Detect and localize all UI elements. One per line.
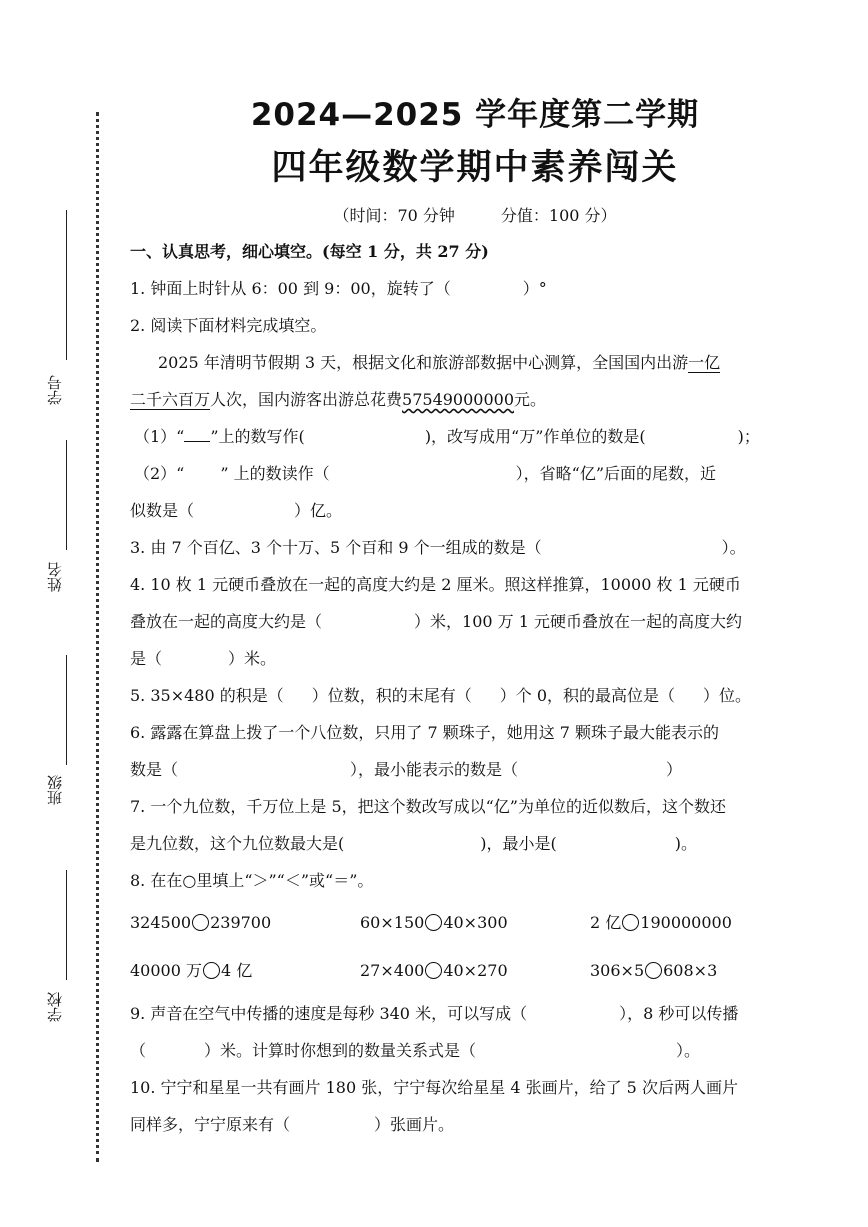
comparison-left: 27×400 [360, 961, 425, 980]
question-1 [130, 270, 820, 307]
sub2-text: ” 上的数读作（ [220, 464, 330, 483]
school-line[interactable] [66, 870, 67, 980]
student-id-field[interactable] [40, 210, 80, 440]
q5-text: ）位。 [703, 686, 752, 705]
wavy-underline-marker [184, 455, 220, 492]
question-4-line-3 [130, 640, 820, 677]
q6-text: ），最小能表示的数是（ [350, 760, 519, 779]
q4-text: 是（ [130, 649, 163, 668]
question-7-line-2 [130, 825, 820, 862]
question-2-sub-2 [130, 455, 820, 492]
question-10-line-2 [130, 1106, 820, 1143]
q4-text: ）米，100 万 1 元硬币叠放在一起的高度大约 [414, 612, 742, 631]
question-4-line-2 [130, 603, 820, 640]
school-field[interactable] [40, 870, 80, 1040]
q1-text: 1. 钟面上时针从 6：00 到 9：00，旋转了（ [130, 279, 451, 298]
q6-text: ） [666, 760, 683, 779]
question-2-intro: 2. 阅读下面材料完成填空。 [130, 316, 327, 335]
time-limit: （时间：70 分钟 [333, 206, 455, 225]
exam-content [130, 95, 820, 1143]
question-2-passage-1 [130, 344, 820, 381]
comparison-circle-blank[interactable] [622, 914, 639, 931]
name-label: 姓名 [46, 562, 64, 592]
comparison-row [130, 899, 820, 947]
binding-margin [0, 0, 100, 1227]
passage-text: 元。 [514, 390, 547, 409]
school-label: 学校 [46, 992, 64, 1022]
comparison-right: 40×270 [443, 961, 508, 980]
q5-text: ）位数，积的末尾有（ [311, 686, 472, 705]
q9-text: ），8 秒可以传播 [619, 1004, 739, 1023]
comparison-right: 239700 [210, 913, 272, 932]
sub2-text: ）亿。 [294, 501, 343, 520]
comparison-item [590, 947, 820, 995]
comparison-right: 40×300 [443, 913, 508, 932]
passage-text: 人次，国内游客出游总花费 [210, 390, 403, 409]
name-line[interactable] [66, 440, 67, 550]
cut-line [96, 112, 99, 1162]
q10-text: ）张画片。 [374, 1115, 455, 1134]
exam-subtitle: 四年级数学期中素养闯关 [271, 148, 679, 188]
sub2-text: （2）“ [134, 464, 185, 483]
student-id-line[interactable] [66, 210, 67, 360]
section-1-heading: 一、认真思考，细心填空。(每空 1 分，共 27 分) [130, 242, 489, 261]
q9-text: ）。 [676, 1041, 701, 1060]
question-3 [130, 529, 820, 566]
sub1-text: )，改写成用“万”作单位的数是( [424, 427, 646, 446]
comparison-right: 4 亿 [221, 961, 253, 980]
q4-text: 叠放在一起的高度大约是（ [130, 612, 323, 631]
sub2-text: ），省略“亿”后面的尾数，近 [515, 464, 717, 483]
q4-text: ）米。 [228, 649, 277, 668]
comparison-circle-blank[interactable] [203, 962, 220, 979]
exam-title: 2024—2025 学年度第二学期 [250, 97, 700, 133]
q9-text: 9. 声音在空气中传播的速度是每秒 340 米，可以写成（ [130, 1004, 528, 1023]
comparison-left: 60×150 [360, 913, 425, 932]
comparison-item [360, 899, 590, 947]
underlined-number: 一亿 [688, 353, 721, 372]
q9-text: （ [130, 1041, 147, 1060]
question-6-line-2 [130, 751, 820, 788]
total-score: 分值：100 分） [500, 206, 617, 225]
straight-underline-marker [184, 427, 210, 442]
q7-text: )，最小是( [480, 834, 557, 853]
q9-text: ）米。计算时你想到的数量关系式是（ [204, 1041, 477, 1060]
question-6-line-1: 6. 露露在算盘上拨了一个八位数，只用了 7 颗珠子，她用这 7 颗珠子最大能表示的 [130, 723, 720, 742]
class-label: 班级 [46, 775, 64, 805]
comparison-left: 306×5 [590, 961, 645, 980]
comparison-circle-blank[interactable] [645, 962, 662, 979]
question-9-line-1 [130, 995, 820, 1032]
q5-text: 5. 35×480 的积是（ [130, 686, 284, 705]
question-2-sub-2-cont [130, 492, 820, 529]
q5-text: ）个 0，积的最高位是（ [499, 686, 676, 705]
comparison-item [360, 947, 590, 995]
name-field[interactable] [40, 440, 80, 620]
question-7-line-1: 7. 一个九位数，千万位上是 5，把这个数改写成以“亿”为单位的近似数后，这个数还 [130, 797, 726, 816]
question-5 [130, 677, 820, 714]
q3-text: 3. 由 7 个百亿、3 个十万、5 个百和 9 个一组成的数是（ [130, 538, 542, 557]
student-id-label: 学号 [46, 375, 64, 405]
sub1-text: ”上的数写作( [210, 427, 305, 446]
sub1-text: （1）“ [134, 427, 185, 446]
class-field[interactable] [40, 655, 80, 825]
sub1-text: )； [737, 427, 760, 446]
question-2-passage-2 [130, 381, 820, 418]
comparison-row [130, 947, 820, 995]
passage-text: 2025 年清明节假期 3 天，根据文化和旅游部数据中心测算，全国国内出游 [158, 353, 689, 372]
question-8-intro: 8. 在在○里填上“＞”“＜”或“＝”。 [130, 871, 374, 890]
comparison-left: 2 亿 [590, 913, 622, 932]
q7-text: )。 [674, 834, 697, 853]
question-10-line-1: 10. 宁宁和星星一共有画片 180 张，宁宁每次给星星 4 张画片，给了 5 次后两人画片 [130, 1078, 738, 1097]
underlined-number-cont: 二千六百万 [130, 390, 211, 409]
comparison-left: 324500 [130, 913, 192, 932]
comparison-left: 40000 万 [130, 961, 202, 980]
comparison-item [590, 899, 820, 947]
wavy-underlined-number: 57549000000 [402, 390, 515, 409]
class-line[interactable] [66, 655, 67, 765]
q1-text-end: ）° [522, 279, 547, 298]
comparison-circle-blank[interactable] [425, 914, 442, 931]
sub2-text: 似数是（ [130, 501, 195, 520]
comparison-item [130, 947, 360, 995]
question-9-line-2 [130, 1032, 820, 1069]
q7-text: 是九位数，这个九位数最大是( [130, 834, 345, 853]
comparison-item [130, 899, 360, 947]
q3-text-end: ）。 [721, 538, 746, 557]
exam-meta [130, 203, 820, 229]
comparison-right: 190000000 [640, 913, 732, 932]
question-2-sub-1 [130, 418, 820, 455]
comparison-right: 608×3 [663, 961, 718, 980]
q10-text: 同样多，宁宁原来有（ [130, 1115, 291, 1134]
q6-text: 数是（ [130, 760, 179, 779]
question-4-line-1: 4. 10 枚 1 元硬币叠放在一起的高度大约是 2 厘米。照这样推算，10000 枚 1 元硬币 [130, 575, 741, 594]
comparison-circle-blank[interactable] [425, 962, 442, 979]
comparison-circle-blank[interactable] [192, 914, 209, 931]
